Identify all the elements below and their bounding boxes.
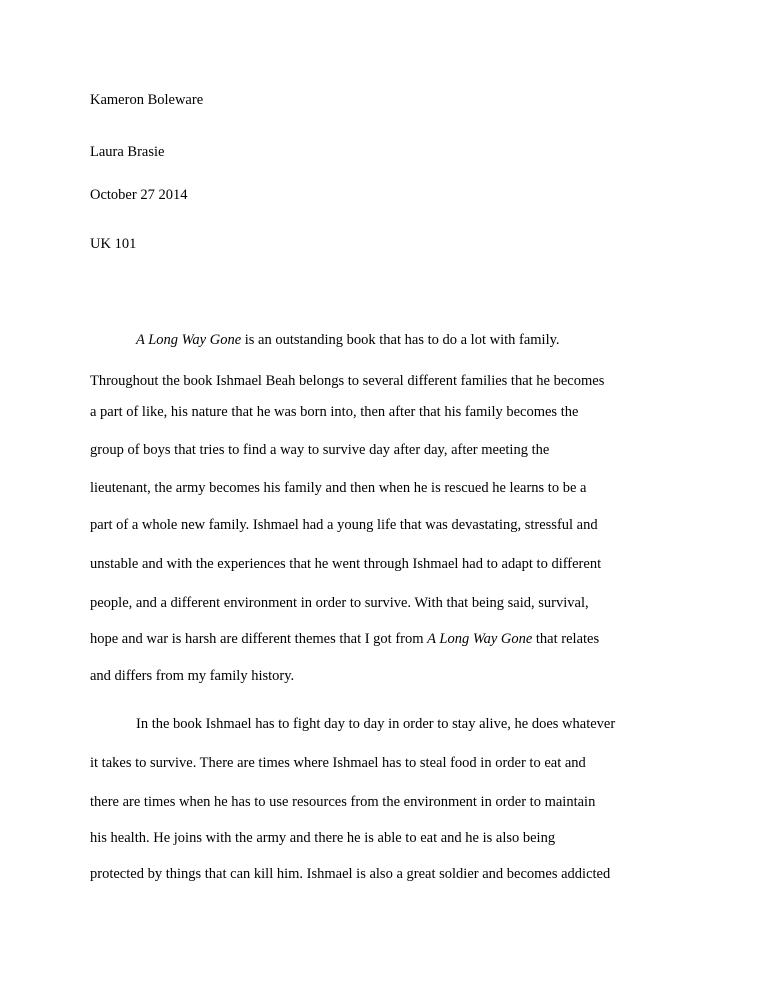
course-name: UK 101: [90, 236, 137, 252]
paragraph-1-line-3: a part of like, his nature that he was born into, then after that his family becomes the: [90, 404, 579, 420]
paragraph-1-line-6: part of a whole new family. Ishmael had a young life that was devastating, stressful and: [90, 517, 598, 533]
instructor-name: Laura Brasie: [90, 144, 165, 160]
paragraph-1-line-4: group of boys that tries to find a way to survive day after day, after meeting the: [90, 442, 550, 458]
paragraph-2-line-1: In the book Ishmael has to fight day to day in order to stay alive, he does whatever: [136, 716, 616, 732]
paragraph-1-line-9-end: that relates: [532, 631, 600, 647]
paragraph-2-line-3: there are times when he has to use resources from the environment in order to maintain: [90, 794, 596, 810]
book-title: A Long Way Gone: [427, 631, 533, 647]
paragraph-2-line-2: it takes to survive. There are times where Ishmael has to steal food in order to eat and: [90, 755, 586, 771]
paragraph-1-line-1: [136, 331, 560, 349]
student-name: Kameron Boleware: [90, 92, 204, 108]
paragraph-2-line-4: his health. He joins with the army and there he is able to eat and he is also being: [90, 830, 556, 846]
book-title: A Long Way Gone: [136, 332, 242, 348]
paragraph-1-line-5: lieutenant, the army becomes his family and then when he is rescued he learns to be a: [90, 480, 587, 496]
paragraph-1-line-9: [90, 630, 599, 648]
paragraph-1-line-7: unstable and with the experiences that he went through Ishmael had to adapt to different: [90, 556, 602, 572]
paragraph-2-line-5: protected by things that can kill him. Ishmael is also a great soldier and becomes addicted: [90, 866, 611, 882]
paragraph-1-line-9-start: hope and war is harsh are different themes that I got from: [90, 631, 428, 647]
paragraph-1-line-1-text: is an outstanding book that has to do a lot with family.: [241, 332, 560, 348]
paragraph-1-line-10: and differs from my family history.: [90, 668, 295, 684]
essay-date: October 27 2014: [90, 187, 188, 203]
paragraph-1-line-2: Throughout the book Ishmael Beah belongs to several different families that he becomes: [90, 373, 605, 389]
paragraph-1-line-8: people, and a different environment in order to survive. With that being said, survival,: [90, 595, 589, 611]
